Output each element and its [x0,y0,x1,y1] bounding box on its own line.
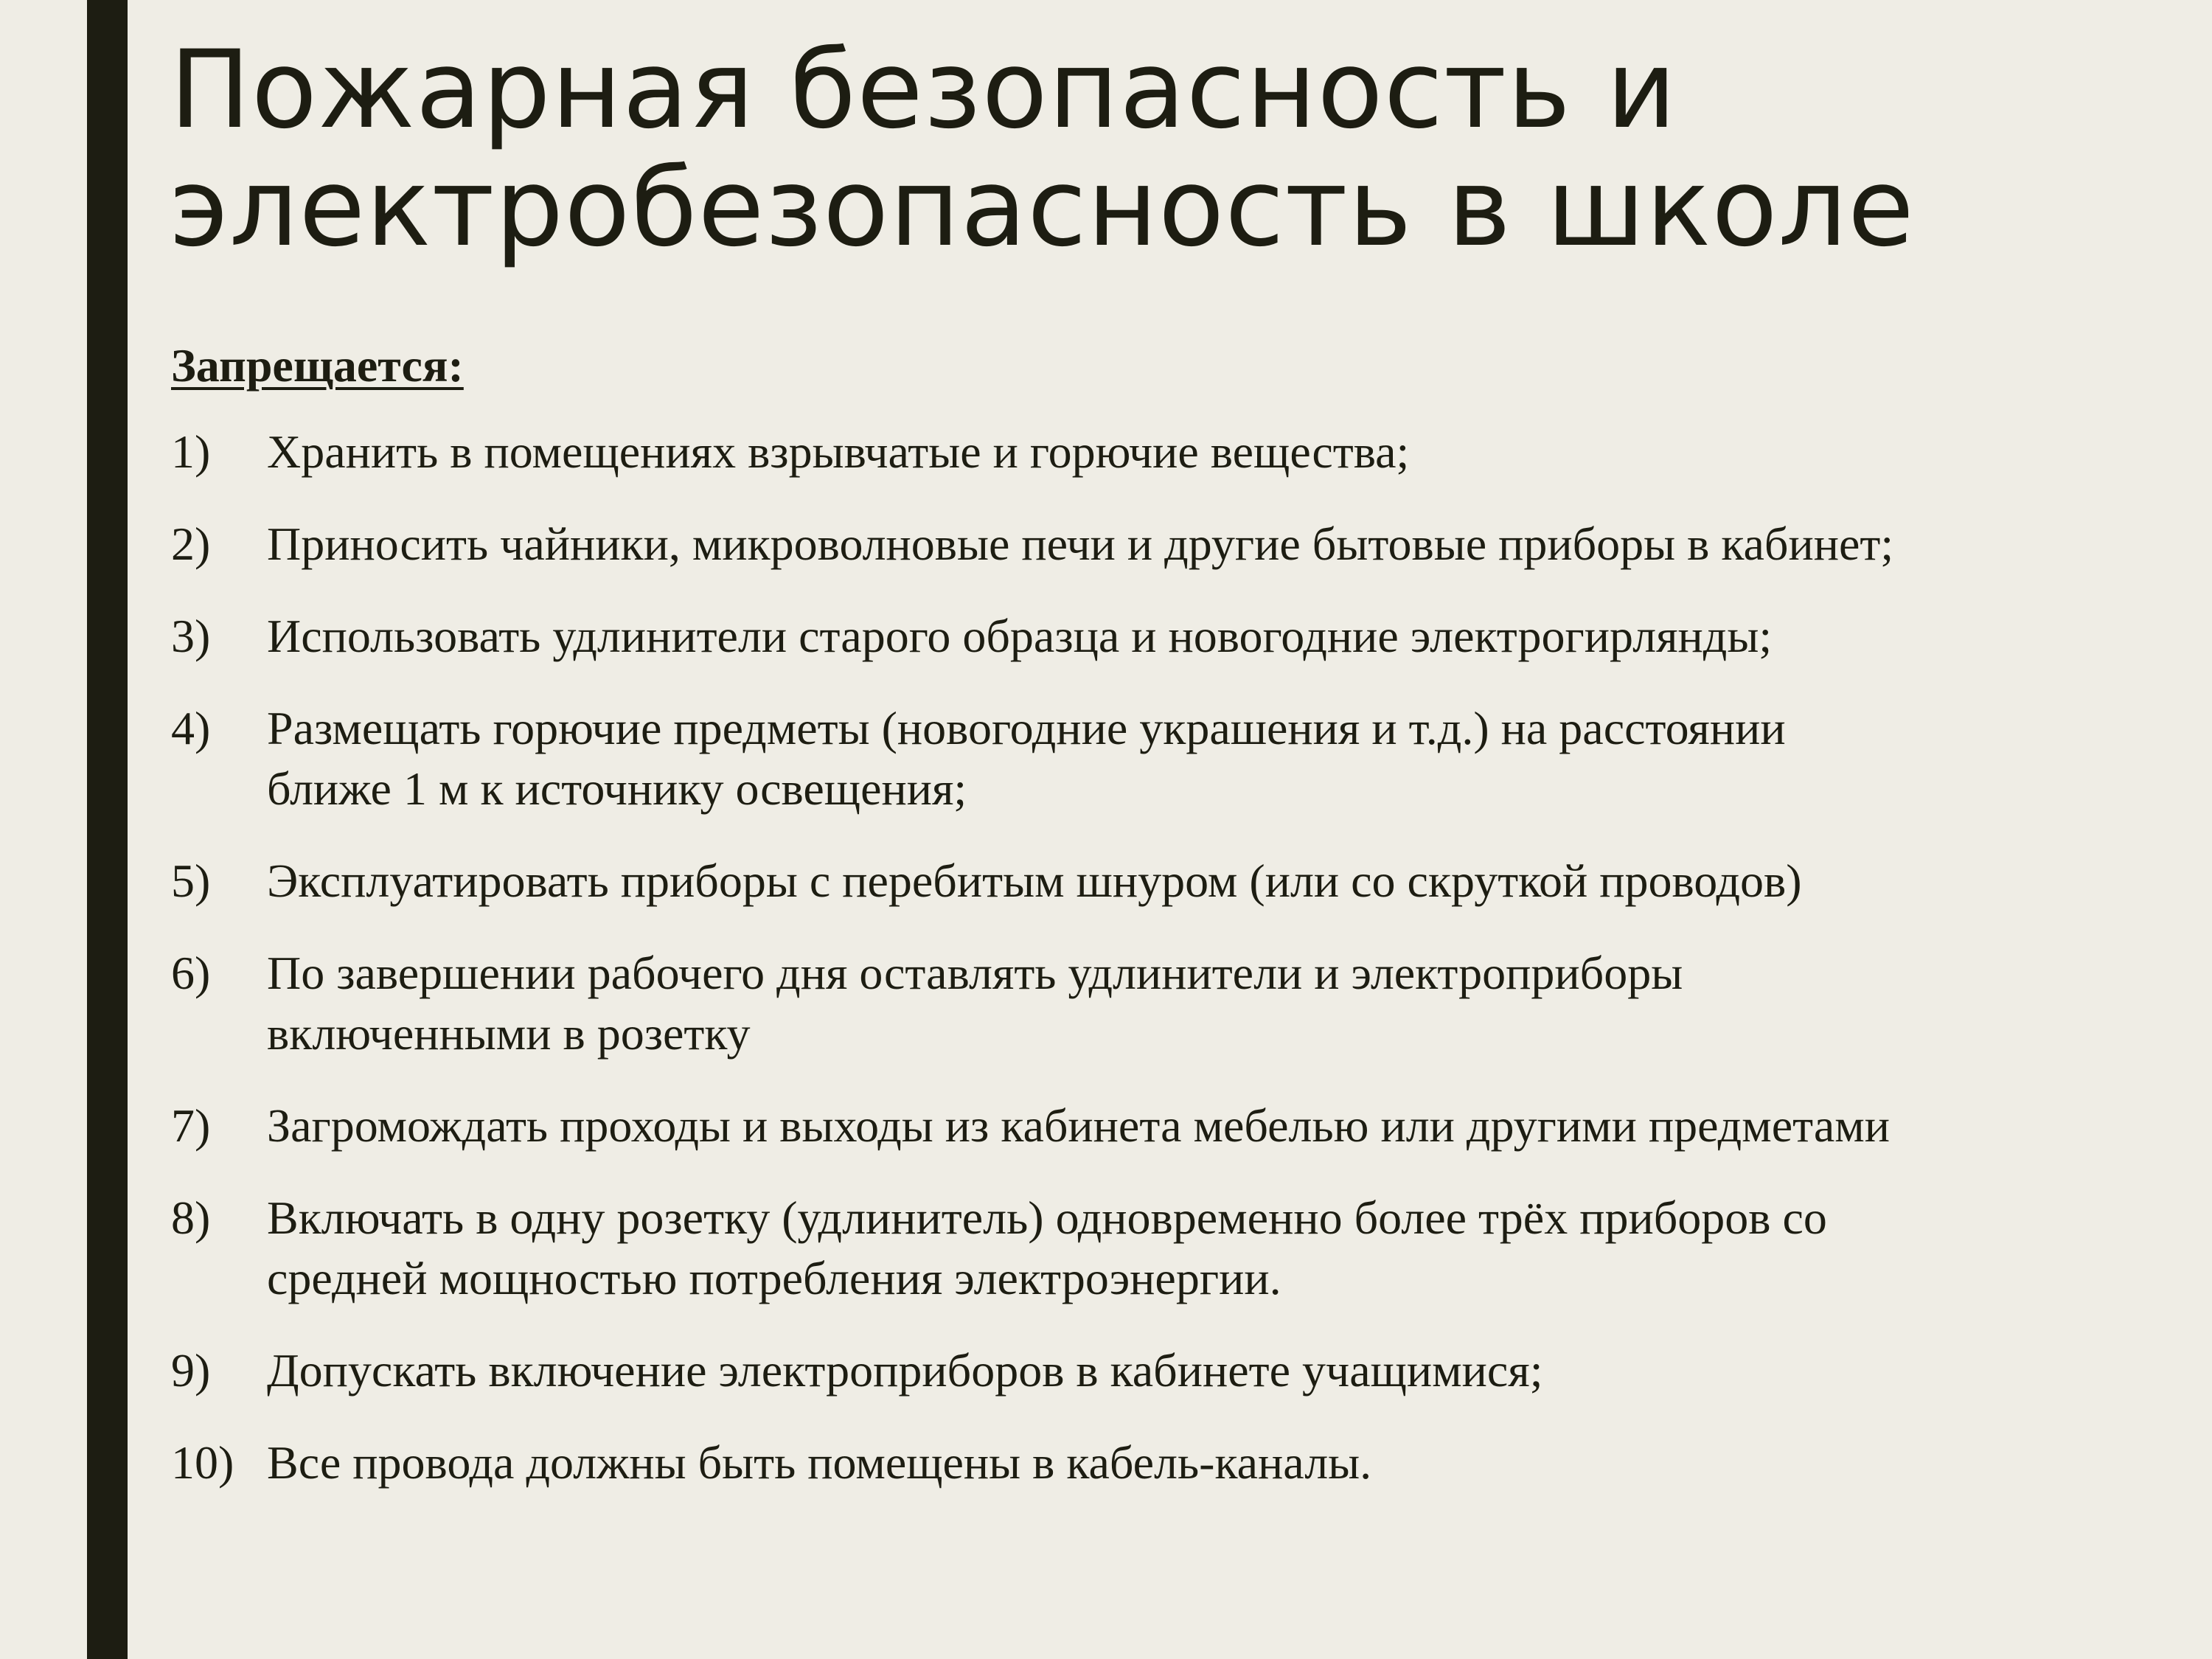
list-item [171,1188,2162,1309]
list-item-number: 3) [171,610,211,662]
list-item [171,514,2162,574]
list-item-text [267,1188,2162,1309]
list-item-line: По завершении рабочего дня оставлять удлинители и электроприборы [267,947,1683,999]
list-item-number: 7) [171,1099,211,1152]
list-item-line: ближе 1 м к источнику освещения; [267,762,967,815]
list-item-text [267,422,2162,482]
list-item [171,943,2162,1064]
list-item-line: Размещать горючие предметы (новогодние украшения и т.д.) на расстоянии [267,702,1786,754]
list-item-text [267,943,2162,1064]
list-item-line: Допускать включение электроприборов в кабинете учащимися; [267,1344,1543,1397]
list-item-line: включенными в розетку [267,1007,751,1060]
list-item-number: 2) [171,518,211,570]
list-item-text [267,606,2162,667]
list-item-text [267,1096,2162,1156]
list-item-text [267,514,2162,574]
list-item-number: 6) [171,947,211,999]
list-item-number: 8) [171,1192,211,1244]
section-heading: Запрещается: [171,339,464,392]
accent-bar [87,0,128,1659]
list-item-line: Все провода должны быть помещены в кабель-каналы. [267,1436,1372,1489]
list-item [171,422,2162,482]
list-item-line: Приносить чайники, микроволновые печи и другие бытовые приборы в кабинет; [267,518,1894,570]
list-item [171,851,2162,911]
list-item-text [267,851,2162,911]
list-item [171,698,2162,819]
list-item [171,1340,2162,1401]
list-item [171,1433,2162,1493]
list-item-number: 9) [171,1344,211,1397]
list-item-line: Хранить в помещениях взрывчатые и горючие вещества; [267,425,1410,478]
list-item-line: Включать в одну розетку (удлинитель) одновременно более трёх приборов со [267,1192,1827,1244]
slide-title [170,27,2160,271]
title-line-2: электробезопасность в школе [170,145,1915,271]
list-item-number: 4) [171,702,211,754]
list-item [171,606,2162,667]
list-item-text [267,1433,2162,1493]
list-item-text [267,698,2162,819]
slide-content [171,336,2162,1525]
list-item-number: 10) [171,1436,234,1489]
list-item-text [267,1340,2162,1401]
list-item-number: 5) [171,855,211,907]
list-item-number: 1) [171,425,211,478]
list-item-line: средней мощностью потребления электроэнергии. [267,1252,1281,1304]
list-item-line: Загромождать проходы и выходы из кабинета мебелью или другими предметами [267,1099,1891,1152]
list-item-line: Эксплуатировать приборы с перебитым шнуром (или со скруткой проводов) [267,855,1802,907]
title-line-1: Пожарная безопасность и [170,27,1677,153]
list-item [171,1096,2162,1156]
rules-list [171,422,2162,1493]
list-item-line: Использовать удлинители старого образца и новогодние электрогирлянды; [267,610,1773,662]
